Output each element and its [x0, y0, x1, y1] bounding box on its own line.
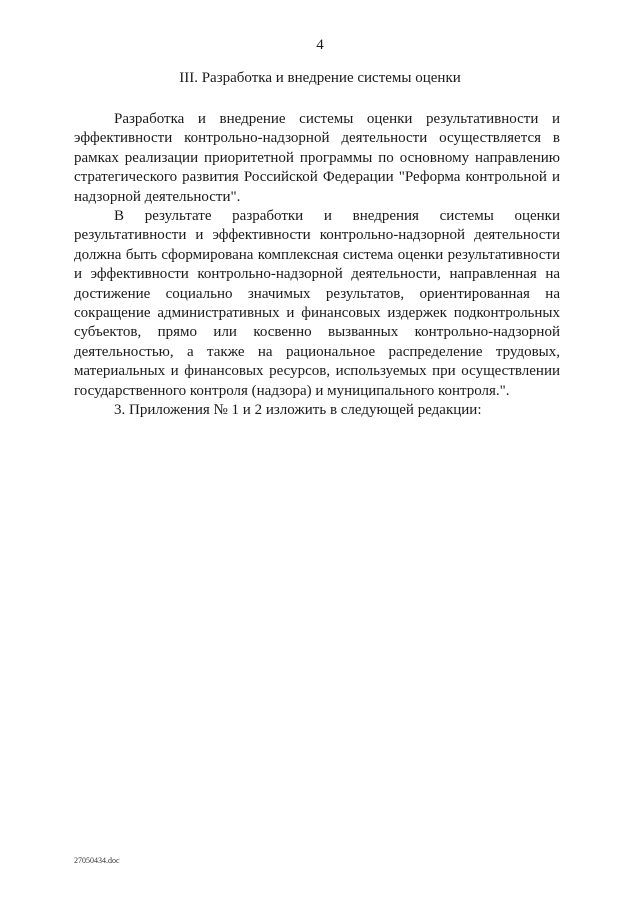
paragraph-results: В результате разработки и внедрения системы оценки результативности и эффективности контрольно-надзорной деятельности должна быть сформирована комплексная система оценки результативности и эффективности контрольно-надзорной деятельности, направленная на достижение социально значимых результатов, ориентированная на сокращение административных и финансовых издержек подконтрольных субъектов, прямо или косвенно вызванных контрольно-надзорной деятельностью, а также на рациональное распределение трудовых, материальных и финансовых ресурсов, используемых при осуществлении государственного контроля (надзора) и муниципального контроля.".: [74, 208, 560, 399]
paragraph-appendices: 3. Приложения № 1 и 2 изложить в следующей редакции:: [114, 402, 482, 419]
page-number: 4: [316, 37, 324, 53]
paragraph-evaluation-system: Разработка и внедрение системы оценки результативности и эффективности контрольно-надзорной деятельности осуществляется в рамках реализации приоритетной программы по основному направлению стратегического развития Российской Федерации "Реформа контрольной и надзорной деятельности".: [74, 111, 560, 205]
document-body: [74, 110, 560, 421]
section-title: III. Разработка и внедрение системы оценки: [179, 70, 461, 86]
document-file-code: 27050434.doc: [74, 856, 120, 865]
